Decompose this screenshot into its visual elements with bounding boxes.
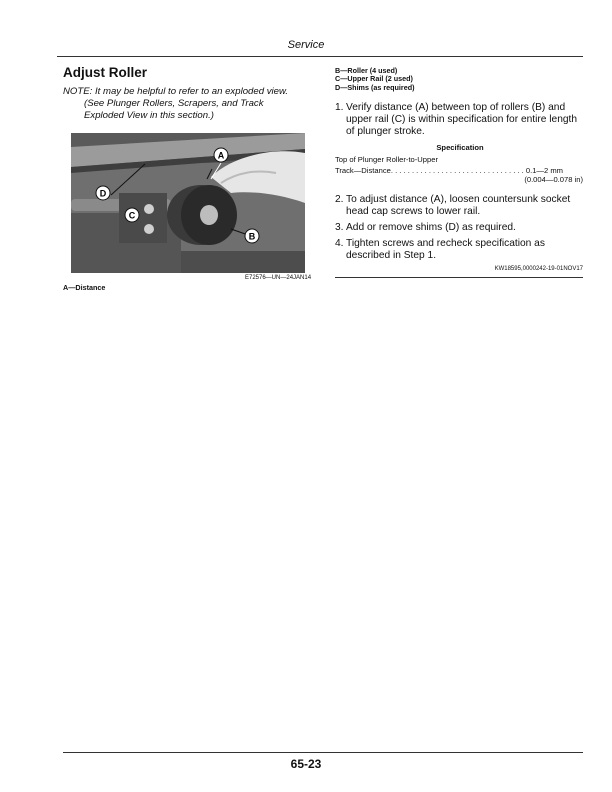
figure-code: E72576—UN—24JAN14 (245, 275, 312, 281)
note-line-3: Exploded View in this section.) (84, 110, 214, 121)
step-4 (335, 238, 585, 262)
spec-item-line2 (335, 166, 583, 175)
page-title: Adjust Roller (63, 65, 148, 80)
spec-value: 0.1—2 mm (525, 166, 564, 175)
legend-item: C—Upper Rail (2 used) (335, 74, 413, 84)
step-text: Tighten screws and recheck specification as described in Step 1. (346, 238, 545, 262)
footer-rule (63, 752, 583, 753)
svg-text:A: A (217, 150, 225, 161)
spec-item-line1: Top of Plunger Roller-to-Upper (335, 155, 438, 164)
svg-text:D: D (99, 188, 107, 199)
legend-item: D—Shims (as required) (335, 82, 415, 92)
step-1 (335, 102, 585, 139)
step-text: To adjust distance (A), loosen countersunk socket head cap screws to lower rail. (346, 194, 571, 218)
note-line-2: (See Plunger Rollers, Scrapers, and Track (84, 98, 264, 109)
callout-a (214, 148, 228, 162)
section-end-rule (335, 277, 583, 278)
header-rule (57, 56, 583, 57)
spec-item-label: Track—Distance (335, 166, 391, 175)
document-id: KW18595,0000242-19-01NOV17 (494, 266, 583, 272)
page-number: 65-23 (290, 757, 322, 771)
spec-heading: Specification (436, 143, 484, 152)
step-number: 3. (335, 222, 344, 233)
figure-legend (335, 67, 414, 92)
callout-b (245, 229, 259, 243)
roller-photo (71, 133, 305, 273)
step-2 (335, 194, 585, 218)
callout-d (96, 186, 110, 200)
note-block (63, 86, 318, 122)
step-text: Add or remove shims (D) as required. (346, 222, 516, 233)
svg-text:B: B (248, 231, 256, 242)
step-number: 4. (335, 238, 344, 249)
svg-text:C: C (128, 210, 136, 221)
figure-caption: A—Distance (63, 283, 106, 292)
step-text: Verify distance (A) between top of rollers (B) and upper rail (C) is within specification for entire length of plunger stroke. (346, 102, 578, 138)
legend-item: B—Roller (4 used) (335, 66, 398, 75)
callout-c (125, 208, 139, 222)
callout-layer (71, 133, 305, 273)
step-number: 1. (335, 102, 344, 113)
section-header: Service (287, 39, 325, 51)
note-line-1: NOTE: It may be helpful to refer to an exploded view. (63, 86, 289, 97)
step-number: 2. (335, 194, 344, 205)
spec-leader-dots: . . . . . . . . . . . . . . . . . . . . . . . . . . . . . . . . (390, 166, 526, 175)
step-3 (335, 222, 585, 234)
spec-value-alt: (0.004—0.078 in) (524, 175, 583, 184)
